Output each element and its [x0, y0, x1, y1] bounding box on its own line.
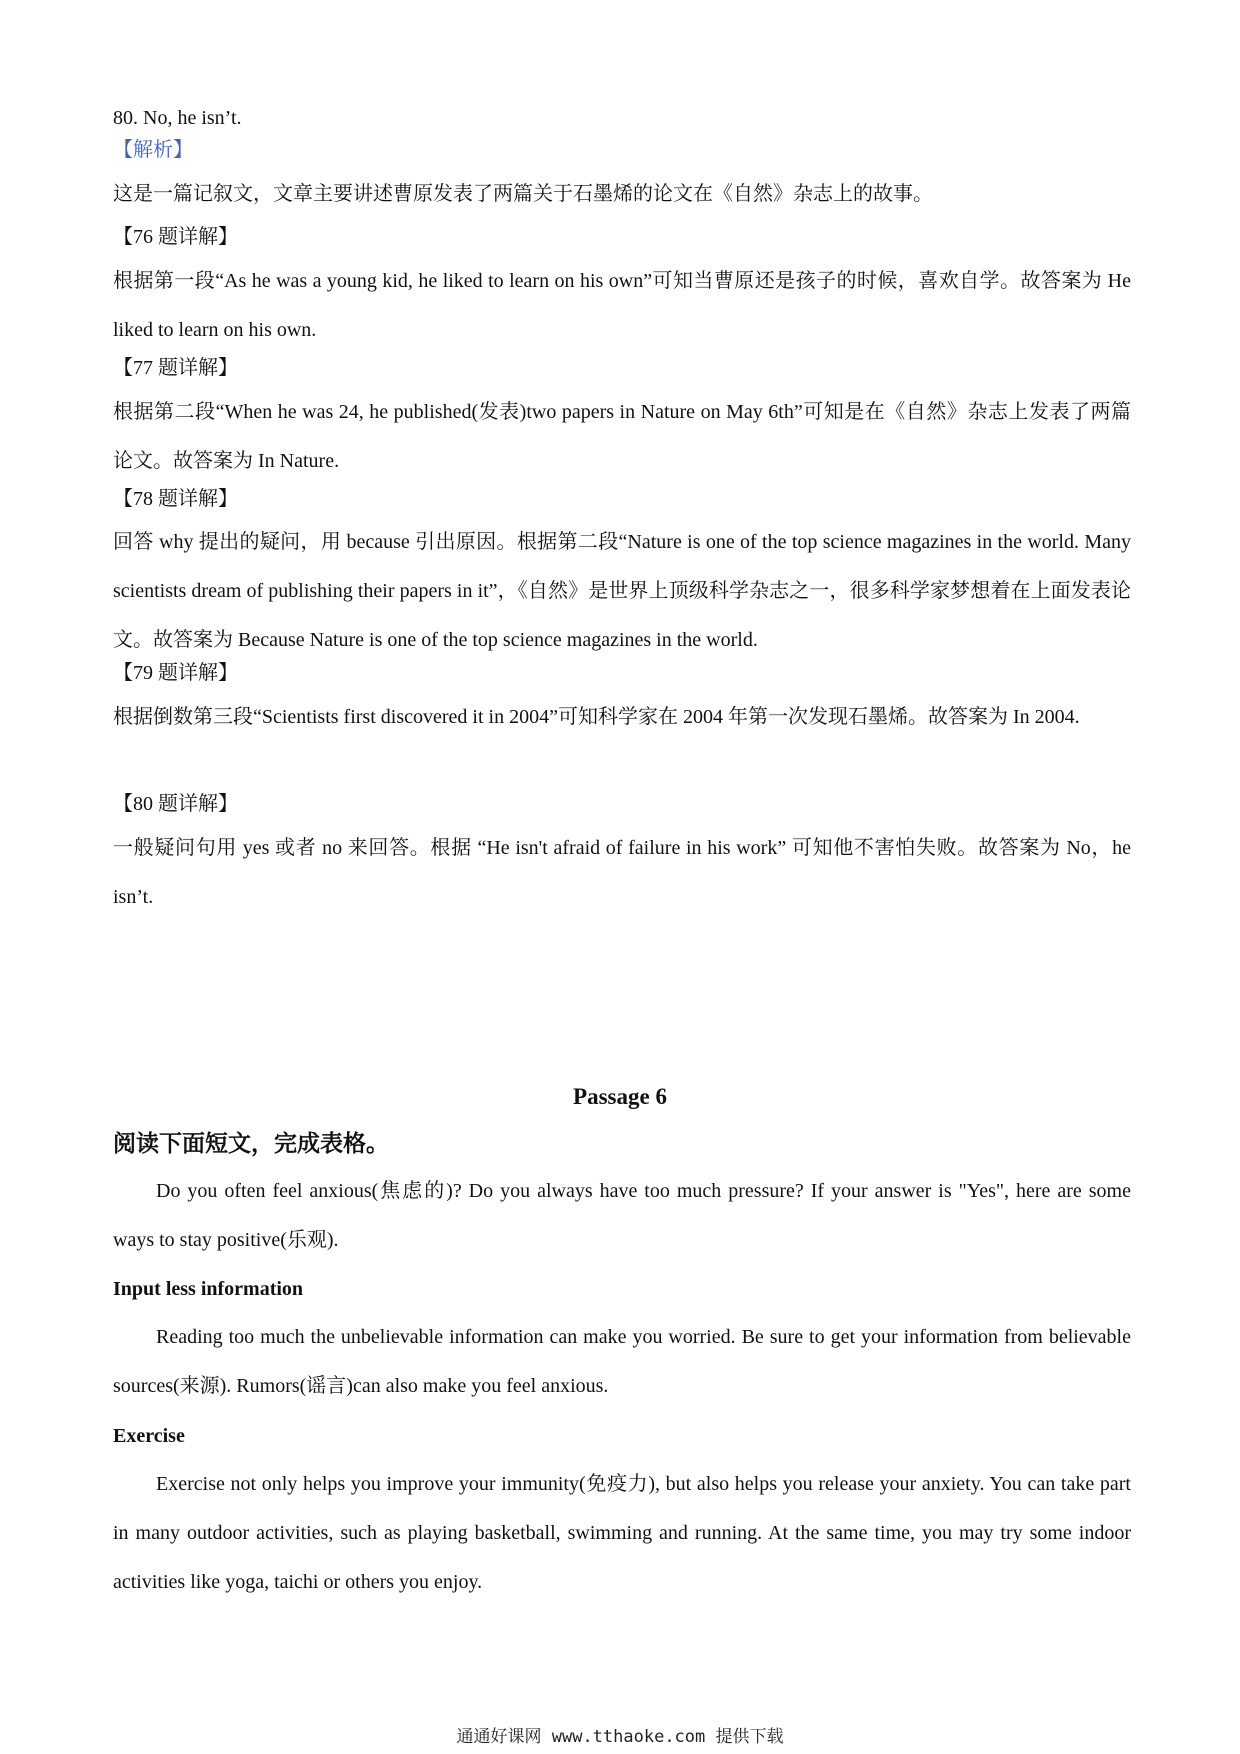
download-footer: 通通好课网 www.tthaoke.com 提供下载	[456, 1727, 784, 1747]
section-body-input-less-information: Reading too much the unbelievable information can make you worried. Be sure to get your information from believable sources(来源). Rumors(谣言)can also make you feel anxious.	[113, 1326, 1131, 1397]
detail-79-heading: 【79 题详解】	[113, 662, 238, 684]
detail-78-text: 回答 why 提出的疑问，用 because 引出原因。根据第二段“Nature is one of the top science magazines in the world. Many scientists dream of publishing their papers in it”，《自然》是世界上顶级科学杂志之一，很多科学家梦想着在上面发表论文。故答案为 Because Nature is one of the top science magazines in the world.	[113, 531, 1131, 651]
detail-79-text: 根据倒数第三段“Scientists first discovered it in 2004”可知科学家在 2004 年第一次发现石墨烯。故答案为 In 2004.	[113, 706, 1080, 728]
section-heading-input-less-information: Input less information	[113, 1278, 304, 1300]
detail-77-text: 根据第二段“When he was 24, he published(发表)two papers in Nature on May 6th”可知是在《自然》杂志上发表了两篇论文。故答案为 In Nature.	[113, 401, 1131, 472]
analysis-summary: 这是一篇记叙文，文章主要讲述曹原发表了两篇关于石墨烯的论文在《自然》杂志上的故事。	[113, 183, 933, 205]
detail-80-text: 一般疑问句用 yes 或者 no 来回答。根据 “He isn't afraid of failure in his work” 可知他不害怕失败。故答案为 No，he isn’t.	[113, 837, 1131, 908]
answer-80: 80. No, he isn’t.	[113, 107, 242, 129]
detail-78-heading: 【78 题详解】	[113, 488, 238, 510]
detail-76-text: 根据第一段“As he was a young kid, he liked to learn on his own”可知当曹原还是孩子的时候，喜欢自学。故答案为 He liked to learn on his own.	[113, 270, 1131, 341]
detail-80-heading: 【80 题详解】	[113, 793, 238, 815]
section-body-exercise: Exercise not only helps you improve your immunity(免疫力), but also helps you release your anxiety. You can take part in many outdoor activities, such as playing basketball, swimming and running. At the same time, you may try some indoor activities like yoga, taichi or others you enjoy.	[113, 1473, 1131, 1593]
passage-instruction: 阅读下面短文，完成表格。	[113, 1131, 389, 1156]
detail-76-heading: 【76 题详解】	[113, 226, 238, 248]
section-heading-exercise: Exercise	[113, 1425, 185, 1447]
analysis-label: 【解析】	[113, 139, 193, 161]
detail-77-heading: 【77 题详解】	[113, 357, 238, 379]
passage-intro: Do you often feel anxious(焦虑的)? Do you always have too much pressure? If your answer is "Yes", here are some ways to stay positive(乐观).	[113, 1180, 1131, 1251]
passage-title: Passage 6	[573, 1084, 667, 1109]
